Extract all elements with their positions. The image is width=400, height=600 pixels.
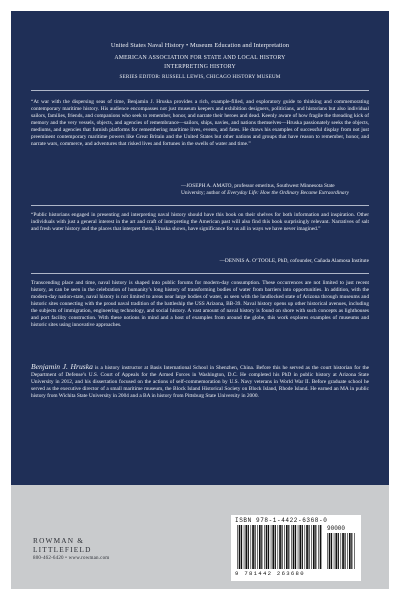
barcode-bar xyxy=(272,525,274,569)
footer-band xyxy=(11,485,389,589)
publisher-contact: 800-462-6420 • www.rowman.com xyxy=(33,556,110,561)
barcode-bar xyxy=(305,525,306,569)
barcode-digits: 9 781442 263680 xyxy=(235,570,305,577)
barcode-bar xyxy=(241,525,242,569)
barcode-bar xyxy=(335,533,337,569)
barcode-bar xyxy=(268,525,269,569)
barcode-bar xyxy=(257,525,258,569)
barcode-bar xyxy=(239,525,241,569)
author-bio-text: is a history instructor at Basis International School in Shenzhen, China. Before this he served as the court historian for the Department of Defense’s U.S. Court of Appeals for the Armed Forces in Washington, D.C. He completed his PhD in public history at Arizona State University in 2012, and his dissertation focused on the actions of self-commemoration by U.S. Navy veterans in World War II. Before graduate school he served as the executive director of a small maritime museum, the Block Island Historical Society on Block Island, Rhode Island. He earned an MA in public history from Wichita State University in 2004 and a BA in history from Pittsburg State University in 2000. xyxy=(31,365,370,400)
barcode-bar xyxy=(302,525,303,569)
barcode-bar xyxy=(354,533,355,569)
addon-barcode-bars xyxy=(327,533,355,569)
barcode-bar xyxy=(345,533,346,569)
barcode-bar xyxy=(251,525,252,569)
association-line: AMERICAN ASSOCIATION FOR STATE AND LOCAL HISTORY xyxy=(114,55,286,61)
barcode-bar xyxy=(334,533,335,569)
blurb-otoole-attribution: —DENNIS A. O’TOOLE, PhD, cofounder, Cañada Alamosa Institute xyxy=(219,258,369,264)
back-cover xyxy=(11,11,389,589)
divider-lower xyxy=(31,273,369,274)
barcode-bar xyxy=(255,525,256,569)
blurb-otoole: “Public historians engaged in presenting and interpreting naval history should have this book on their shelves for both information and inspiration. Other individuals with just a general interest in the art and craft of interpreting the American past will also find this book surprisingly relevant. Narratives of salt and fresh water history and the places that interpret them, Hruska shows, have significance for us all in ways we have never imagined.” xyxy=(31,212,369,233)
barcode-bar xyxy=(298,525,299,569)
barcode-bar xyxy=(329,533,331,569)
series-line: United States Naval History • Museum Education and Interpretation xyxy=(110,42,290,49)
barcode-bar xyxy=(338,533,339,569)
barcode-bar xyxy=(279,525,281,569)
barcode-bar xyxy=(351,533,352,569)
attribution-role: University; author of xyxy=(181,190,228,197)
barcode-bar xyxy=(347,533,348,569)
barcode-bar xyxy=(318,525,319,569)
isbn-label: ISBN 978-1-4422-6368-0 xyxy=(235,517,328,524)
barcode-bar xyxy=(306,525,308,569)
book-description: Transcending place and time, naval history is shaped into public forums for modern-day consumption. These occurrences are not limited to just recent history, as can be seen in the celebration of humanity’s long history of transforming bodies of water from barriers into opportunities. In addition, with the modern-day nation-state, naval history is not limited to areas near large bodies of water, as seen with the landlocked state of Arizona through museums and historic sites connecting with the proud naval tradition of the battleship the USS Arizona, BB-39. Naval history opens up other historical avenues, including the subjects of immigration, engineering technology, and social history. A vast amount of naval history is found on shore with such concepts as lighthouses and port facility construction. With these notions in mind and a host of examples from around the globe, this work explores examples of museums and historic sites using innovative approaches. xyxy=(31,280,369,329)
series-editor: SERIES EDITOR: RUSSELL LEWIS, CHICAGO HISTORY MUSEUM xyxy=(119,74,281,80)
barcode-bar xyxy=(237,525,238,569)
barcode-bar xyxy=(327,533,328,569)
barcode-bar xyxy=(252,525,254,569)
barcode-bar xyxy=(245,525,247,569)
barcode-bar xyxy=(278,525,279,569)
author-name: Benjamin J. Hruska xyxy=(31,362,93,371)
barcode-bar xyxy=(311,525,312,569)
barcode-bar xyxy=(261,525,262,569)
barcode-bars xyxy=(231,515,361,571)
barcode-bar xyxy=(271,525,272,569)
barcode-bar xyxy=(349,533,351,569)
publisher-name-line2: LITTLEFIELD xyxy=(33,545,92,554)
publisher-name-line1: ROWMAN & xyxy=(33,536,85,545)
barcode-bar xyxy=(244,525,245,569)
barcode-bar xyxy=(341,533,342,569)
barcode-bar xyxy=(248,525,249,569)
barcode-bar xyxy=(266,525,268,569)
attribution-name: —JOSEPH A. AMATO, professor emeritus, Southwest Minnesota State xyxy=(181,183,335,189)
barcode-bar xyxy=(295,525,296,569)
barcode-bar xyxy=(288,525,289,569)
attribution-book: Everyday Life: How the Ordinary Became Extraordinary xyxy=(227,190,350,197)
series-title: INTERPRETING HISTORY xyxy=(164,64,236,70)
divider-middle xyxy=(31,205,369,206)
barcode-bar xyxy=(291,525,292,569)
author-bio xyxy=(31,363,369,400)
barcode-bar xyxy=(299,525,301,569)
main-barcode-bars xyxy=(237,525,321,569)
barcode-bar xyxy=(320,525,322,569)
barcode-bar xyxy=(331,533,332,569)
barcode-bar xyxy=(315,525,316,569)
barcode-bar xyxy=(313,525,315,569)
barcode-bar xyxy=(309,525,310,569)
barcode-bar xyxy=(259,525,261,569)
price-code: 90000 xyxy=(327,525,346,532)
barcode-bar xyxy=(275,525,276,569)
barcode-bar xyxy=(293,525,295,569)
divider-top xyxy=(31,90,369,91)
barcode-bar xyxy=(284,525,285,569)
barcode-bar xyxy=(264,525,265,569)
barcode-bar xyxy=(286,525,288,569)
blurb-amato: “At war with the dispersing seas of time, Benjamin J. Hruska provides a rich, example-filled, and exploratory guide to thinking and commemorating contemporary maritime history. His audience encompasses not just museum keepers and exhibition designers, politicians, and historians but also individual sailors, families, friends, and companions who seek to remember, honor, and narrate their heroes and dead. Keenly aware of how fragile the threading kick of memory and the very vessels, objects, and agencies of remembrance—sailors, ships, navies, and nations themselves—Hruska passionately seeks the objects, mediums, and agencies that furnish platforms for remembering maritime lives, events, and fates. He draws his examples of successful display from not just preeminent contemporary maritime powers like Great Britain and the United States but other nations and groups that have reason to remember, honor, and narrate wars, commerce, and adventures that risked lives and fortunes in the swells of water and time.” xyxy=(31,99,369,148)
barcode xyxy=(231,515,361,581)
barcode-bar xyxy=(342,533,344,569)
barcode-bar xyxy=(282,525,283,569)
blurb-amato-attribution xyxy=(181,183,369,197)
